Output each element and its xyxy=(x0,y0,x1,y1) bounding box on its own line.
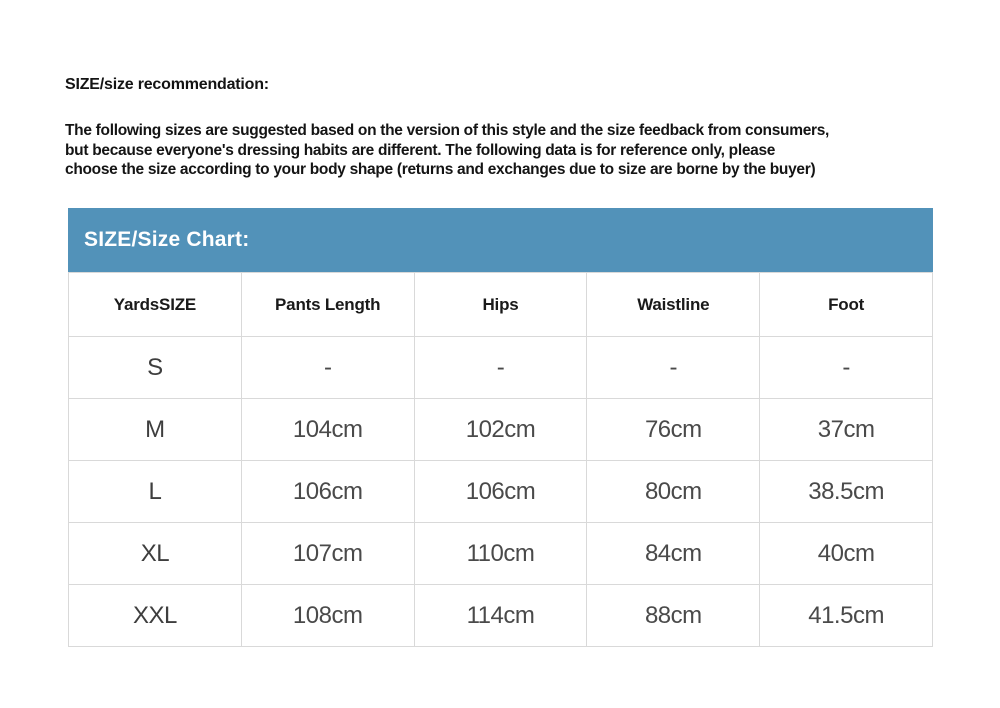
table-row-l xyxy=(69,461,933,523)
cell-foot: 38.5cm xyxy=(760,461,933,523)
disclaimer-line: but because everyone's dressing habits are different. The following data is for reference only, please xyxy=(65,141,776,159)
cell-hips: 110cm xyxy=(414,523,587,585)
column-header-hips: Hips xyxy=(414,273,587,337)
table-row-m xyxy=(69,399,933,461)
cell-hips: 102cm xyxy=(414,399,587,461)
cell-waistline: 80cm xyxy=(587,461,760,523)
cell-foot: - xyxy=(760,337,933,399)
cell-pants-length: 106cm xyxy=(241,461,414,523)
size-chart-section xyxy=(68,208,933,647)
table-row-xxl xyxy=(69,585,933,647)
cell-hips: 106cm xyxy=(414,461,587,523)
cell-waistline: - xyxy=(587,337,760,399)
size-chart-title: SIZE/Size Chart: xyxy=(84,228,250,251)
cell-size: XXL xyxy=(69,585,242,647)
size-chart-title-bar xyxy=(68,208,933,272)
cell-hips: 114cm xyxy=(414,585,587,647)
column-header-foot: Foot xyxy=(760,273,933,337)
column-header-size: YardsSIZE xyxy=(69,273,242,337)
cell-waistline: 76cm xyxy=(587,399,760,461)
cell-foot: 37cm xyxy=(760,399,933,461)
cell-waistline: 84cm xyxy=(587,523,760,585)
size-chart-table xyxy=(68,272,933,647)
cell-foot: 41.5cm xyxy=(760,585,933,647)
cell-pants-length: 104cm xyxy=(241,399,414,461)
cell-size: M xyxy=(69,399,242,461)
cell-size: S xyxy=(69,337,242,399)
size-disclaimer-text xyxy=(65,121,829,180)
disclaimer-line: choose the size according to your body shape (returns and exchanges due to size are borne by the buyer) xyxy=(65,161,816,178)
table-row-xl xyxy=(69,523,933,585)
column-header-pants-length: Pants Length xyxy=(241,273,414,337)
cell-pants-length: 108cm xyxy=(241,585,414,647)
header-row xyxy=(69,273,933,337)
cell-size: L xyxy=(69,461,242,523)
cell-hips: - xyxy=(414,337,587,399)
cell-foot: 40cm xyxy=(760,523,933,585)
table-row-s xyxy=(69,337,933,399)
cell-waistline: 88cm xyxy=(587,585,760,647)
disclaimer-line: The following sizes are suggested based on the version of this style and the size feedback from consumers, xyxy=(65,122,830,139)
size-recommendation-heading: SIZE/size recommendation: xyxy=(65,76,269,93)
cell-pants-length: 107cm xyxy=(241,523,414,585)
column-header-waistline: Waistline xyxy=(587,273,760,337)
cell-pants-length: - xyxy=(241,337,414,399)
cell-size: XL xyxy=(69,523,242,585)
